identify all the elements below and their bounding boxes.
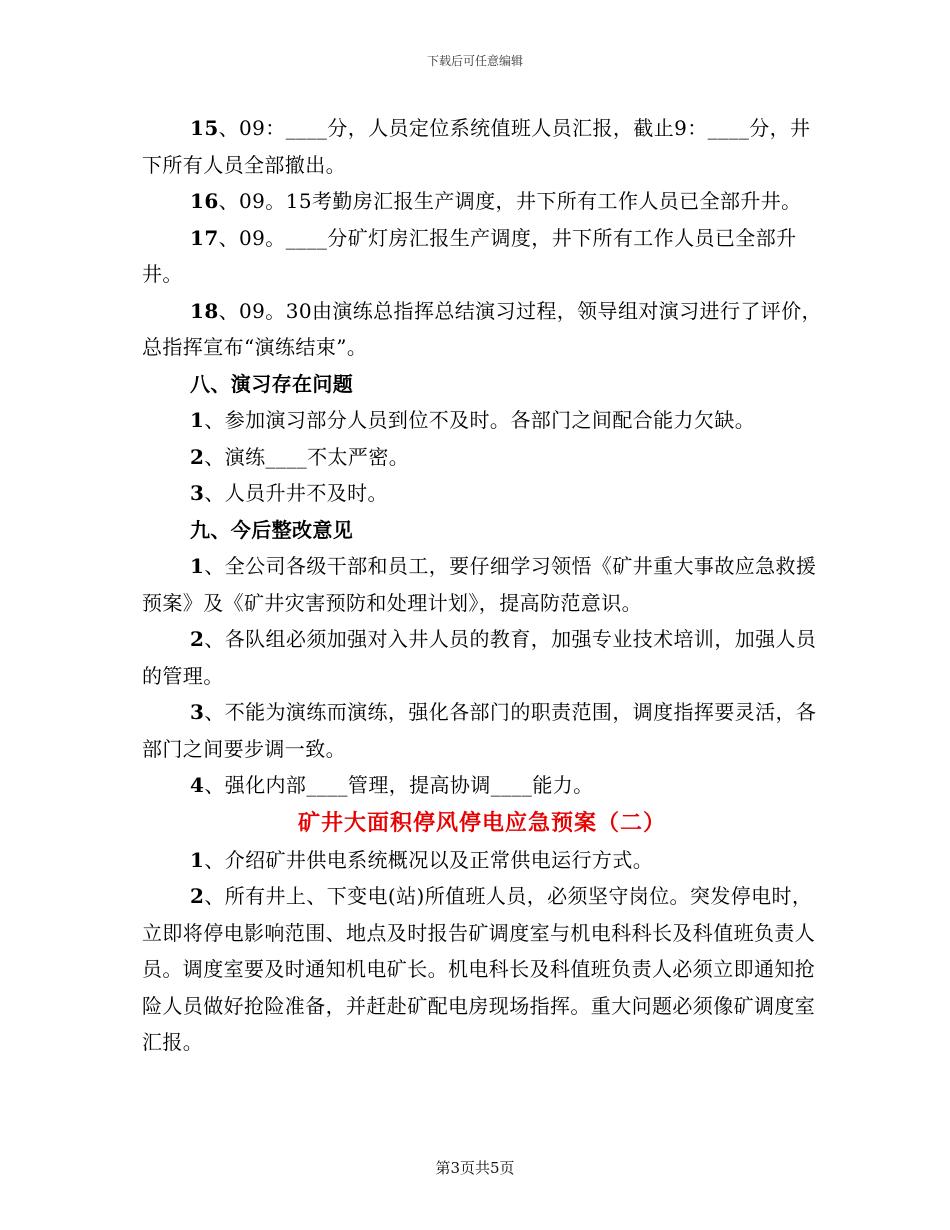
problem-item: 3、人员升井不及时。 <box>190 481 388 505</box>
rectification-item: 1、全公司各级干部和员工，要仔细学习领悟《矿井重大事故应急救援预案》及《矿井灾害预防和处理计划》，提高防范意识。 <box>142 554 817 615</box>
paragraph-18: 18、09。30由演练总指挥总结演习过程，领导组对演习进行了评价，总指挥宣布“演练结束”。 <box>142 298 822 359</box>
plan-item: 1、介绍矿井供电系统概况以及正常供电运行方式。 <box>190 847 654 872</box>
problem-item: 2、演练____不太严密。 <box>190 444 410 469</box>
page-footer: 第3页共5页 <box>435 1159 515 1177</box>
paragraph-16: 16、09。15考勤房汇报生产调度，井下所有工作人员已全部升井。 <box>190 189 802 213</box>
rectification-item: 4、强化内部____管理，提高协调____能力。 <box>190 773 594 797</box>
document-body <box>142 110 822 1061</box>
paragraph-17: 17、09。____分矿灯房汇报生产调度，井下所有工作人员已全部升井。 <box>142 225 797 286</box>
rectification-item: 2、各队组必须加强对入井人员的教育，加强专业技术培训，加强人员的管理。 <box>142 627 817 688</box>
section-heading-rectification: 九、今后整改意见 <box>190 517 354 542</box>
rectification-item: 3、不能为演练而演练，强化各部门的职责范围，调度指挥要灵活，各部门之间要步调一致。 <box>142 700 817 761</box>
problem-item: 1、参加演习部分人员到位不及时。各部门之间配合能力欠缺。 <box>190 408 756 432</box>
plan-title: 矿井大面积停风停电应急预案（二） <box>297 809 666 836</box>
page-header: 下载后可任意编辑 <box>426 54 523 68</box>
plan-item: 2、所有井上、下变电(站)所值班人员，必须坚守岗位。突发停电时，立即将停电影响范围、地点及时报告矿调度室与机电科科长及科值班负责人员。调度室要及时通知机电矿长。机电科长及科值班负责人必须立即通知抢险人员做好抢险准备，并赶赴矿配电房现场指挥。重大问题必须像矿调度室汇报。 <box>142 884 816 1054</box>
section-heading-problems: 八、演习存在问题 <box>190 371 354 396</box>
paragraph-15: 15、09：____分，人员定位系统值班人员汇报，截止9：____分，井下所有人员全部撤出。 <box>142 116 811 177</box>
